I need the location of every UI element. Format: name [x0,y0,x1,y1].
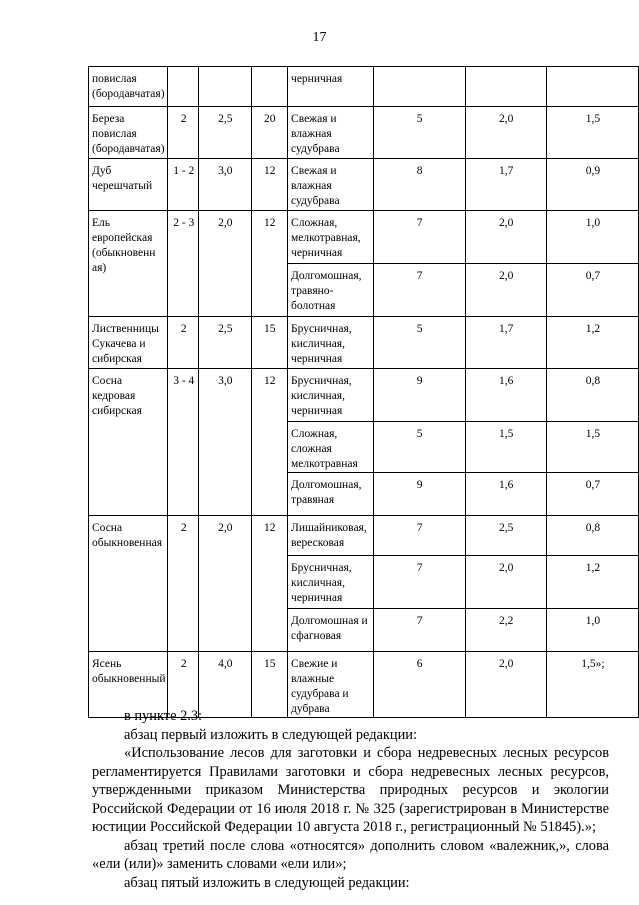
value-cell: 1,7 [465,317,546,369]
value-cell: 0,8 [546,369,638,422]
age-cell [251,67,288,107]
value-cell: 1,2 [546,556,638,609]
condition-cell: Брусничная, кисличная, черничная [288,556,374,609]
height-cell [168,67,199,107]
value-cell: 0,9 [546,159,638,211]
radius-cell [199,67,252,107]
value-cell: 7 [373,609,465,652]
value-cell: 7 [373,211,465,264]
condition-cell: Сложная, сложная мелкотравная [288,422,374,473]
table-row [89,211,639,264]
species-cell: Сосна обыкновенная [89,516,168,652]
species-cell: повислая (бородавчатая) [89,67,168,107]
forest-species-table [88,66,639,718]
condition-cell: Свежая и влажная судубрава [288,107,374,159]
value-cell: 1,5 [546,422,638,473]
height-cell: 2 [168,516,199,652]
age-cell: 20 [251,107,288,159]
value-cell: 2,0 [465,652,546,718]
value-cell: 6 [373,652,465,718]
paragraph: «Использование лесов для заготовки и сбора недревесных лесных ресурсов регламентируется Правилами заготовки и сбора недревесных лесных ресурсов, утвержденными приказом Министерства природных ресурсов и экологии Российской Федерации от 16 июля 2018 г. № 325 (зарегистрирован в Министерстве юстиции Российской Федерации 10 августа 2018 г., регистрационный № 51845).»; [92,745,609,835]
height-cell: 2 - 3 [168,211,199,317]
value-cell: 0,7 [546,264,638,317]
value-cell [546,67,638,107]
value-cell: 9 [373,369,465,422]
radius-cell: 3,0 [199,159,252,211]
radius-cell: 2,5 [199,107,252,159]
age-cell: 15 [251,317,288,369]
paragraph: в пункте 2.3: [124,708,203,724]
value-cell: 2,0 [465,264,546,317]
height-cell: 2 [168,652,199,718]
condition-cell: Свежие и влажные судубрава и дубрава [288,652,374,718]
height-cell: 2 [168,107,199,159]
age-cell: 12 [251,369,288,516]
value-cell: 5 [373,317,465,369]
value-cell: 1,7 [465,159,546,211]
value-cell: 2,0 [465,107,546,159]
age-cell: 12 [251,516,288,652]
species-cell: Сосна кедровая сибирская [89,369,168,516]
amendment-text [92,707,609,892]
age-cell: 15 [251,652,288,718]
value-cell: 2,0 [465,211,546,264]
value-cell: 7 [373,516,465,556]
table-row [89,67,639,107]
species-cell: Дуб черешчатый [89,159,168,211]
condition-cell: Брусничная, кисличная, черничная [288,369,374,422]
radius-cell: 4,0 [199,652,252,718]
table-row [89,159,639,211]
species-cell: Ель европейская (обыкновенн ая) [89,211,168,317]
value-cell: 1,0 [546,211,638,264]
value-cell: 1,5 [546,107,638,159]
condition-cell: Долгомошная, травяно-болотная [288,264,374,317]
age-cell: 12 [251,159,288,211]
value-cell: 2,2 [465,609,546,652]
species-cell: Береза повислая (бородавчатая) [89,107,168,159]
condition-cell: Свежая и влажная судубрава [288,159,374,211]
value-cell: 7 [373,556,465,609]
species-cell: Лиственницы Сукачева и сибирская [89,317,168,369]
value-cell: 1,6 [465,473,546,516]
condition-cell: Долгомошная, травяная [288,473,374,516]
value-cell: 7 [373,264,465,317]
condition-cell: Долгомошная и сфагновая [288,609,374,652]
height-cell: 2 [168,317,199,369]
value-cell: 9 [373,473,465,516]
radius-cell: 2,0 [199,211,252,317]
value-cell: 1,0 [546,609,638,652]
condition-cell: черничная [288,67,374,107]
species-cell: Ясень обыкновенный [89,652,168,718]
paragraph: абзац третий после слова «относятся» дополнить словом «валежник,», слова «ели (или)» заменить словами «ели или»; [92,837,609,872]
value-cell: 1,5 [465,422,546,473]
condition-cell: Лишайниковая, вересковая [288,516,374,556]
condition-cell: Брусничная, кисличная, черничная [288,317,374,369]
age-cell: 12 [251,211,288,317]
table-row [89,107,639,159]
value-cell: 2,5 [465,516,546,556]
value-cell: 1,5»; [546,652,638,718]
height-cell: 3 - 4 [168,369,199,516]
table-row [89,369,639,422]
radius-cell: 2,0 [199,516,252,652]
value-cell: 2,0 [465,556,546,609]
height-cell: 1 - 2 [168,159,199,211]
table-row [89,317,639,369]
paragraph: абзац пятый изложить в следующей редакции: [124,874,410,891]
radius-cell: 2,5 [199,317,252,369]
value-cell: 0,7 [546,473,638,516]
value-cell [465,67,546,107]
table-row [89,516,639,556]
value-cell: 0,8 [546,516,638,556]
paragraph: абзац первый изложить в следующей редакции: [124,726,418,743]
radius-cell: 3,0 [199,369,252,516]
value-cell: 1,2 [546,317,638,369]
value-cell: 1,6 [465,369,546,422]
value-cell: 8 [373,159,465,211]
value-cell [373,67,465,107]
condition-cell: Сложная, мелкотравная, черничная [288,211,374,264]
page-number: 17 [312,30,327,45]
value-cell: 5 [373,107,465,159]
value-cell: 5 [373,422,465,473]
